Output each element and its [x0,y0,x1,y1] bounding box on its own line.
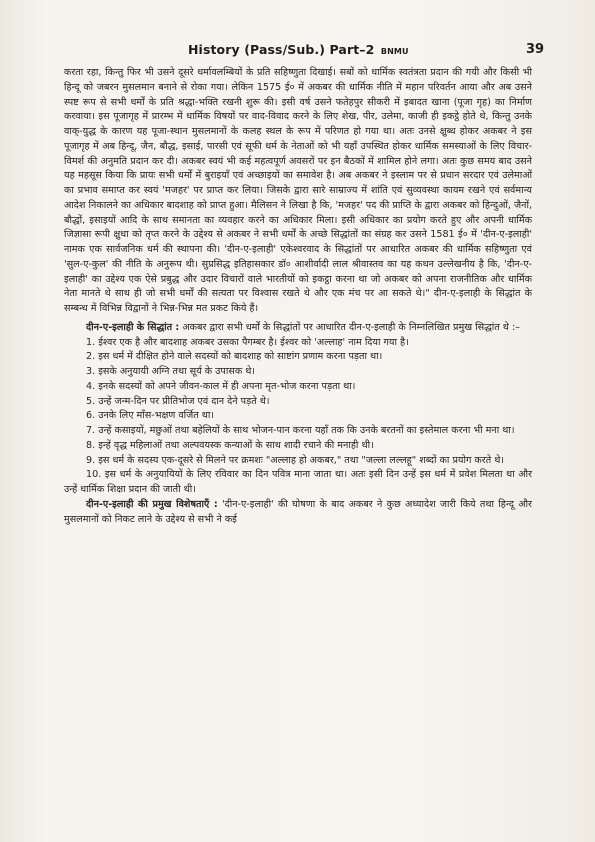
section-principles [64,321,532,336]
principle-item-4: 4. इनके सदस्यों को अपने जीवन-काल में ही अपना मृत-भोज करना पड़ता था। [86,380,356,392]
principle-item-6: 6. उनके लिए माँस-भक्षण वर्जित था। [86,410,215,422]
principle-item-7: 7. उन्हें कसाइयों, मछुओं तथा बहेलियों के साथ भोजन-पान करना यहाँ तक कि उनके बरतनों का इस्तेमाल करना भी मना था। [86,425,515,436]
paragraph-akbar-religious-policy: करता रहा, किन्तु फिर भी उसने दूसरे धर्मावलम्बियों के प्रति सहिष्णुता दिखाई। सबों को धार्मिक स्वतंत्रता प्रदान की गयी और किसी भी हिन्दू को जबरन मुसलमान बनाने से रोका गया। लेकिन 1575 ई० में अकबर की धार्मिक नीति में महान परिवर्तन आया और अब उसने स्पष्ट रूप से सभी धर्मों के प्रति श्रद्धा-भक्ति रखनी शुरू की। इसी वर्ष उसने फतेहपुर सीकरी में इबादत खाना (पूजा गृह) का निर्माण करवाया। इस पूजागृह में प्रारम्भ में धार्मिक विषयों पर वाद-विवाद करने के लिए शेख, पीर, उलेमा, काजी ही इकट्ठे होते थे, किन्तु उनके वाक्-युद्ध के कारण यह पूजा-स्थान मुसलमानों के कलह स्थल के रूप में परिणत हो गया था। अतः उनसे क्षुब्ध होकर अकबर ने इस पूजागृह में अब हिन्दू, जैन, बौद्ध, इसाई, पारसी एवं सूफी धर्म के नेताओं को भी यहाँ उपस्थित होकर धार्मिक समस्याओं के लिए विचार-विमर्श की अनुमति प्रदान कर दी। अकबर स्वयं भी कई महत्वपूर्ण अवसरों पर इन बैठकों में शामिल होने लगा। अतः कुछ समय बाद उसने यह महसूस किया कि प्रायः सभी धर्मों में बुराइयाँ एवं अच्छाइयों का समावेश है। अब अकबर ने इस्लाम पर से प्रधान सरदार एवं उलेमाओं का प्रभाव समाप्त कर स्वयं 'मजहर' पर प्राप्त कर लिया। जिसके द्वारा सारे साम्राज्य में शांति एवं सुव्यवस्था कायम रखने एवं सर्वमान्य आदेश निकालने का अधिकार बादशाह को प्राप्त हुआ। मैलिसन ने लिखा है कि, 'मजहर' पद की प्राप्ति के द्वारा अकबर को हिन्दुओं, जैनों, बौद्धों, इसाइयों आदि के साथ समानता का व्यवहार करने का अधिकार मिला। इसी अधिकार का प्रयोग करते हुए और अपनी धार्मिक जिज्ञासा रूपी क्षुधा को तृप्त करने के उद्देश्य से अकबर ने सभी धर्मों के अच्छे सिद्धांतों का संग्रह कर उसने 1581 ई० में 'दीन-ए-इलाही' नामक एक सार्वजनिक धर्म की स्थापना की। 'दीन-ए-इलाही' एकेश्वरवाद के सिद्धांतों पर आधारित अकबर की धार्मिक सहिष्णुता एवं 'सुल-ए-कुल' की नीति के अनुरूप थी। सुप्रसिद्ध इतिहासकार डॉ० आशीर्वादी लाल श्रीवास्तव का यह कथन उल्लेखनीय है कि, 'दीन-ए-इलाही' का उद्देश्य एक ऐसे प्रबुद्ध और उदार विचारों वाले भारतीयों को इकट्ठा करना था जो अकबर को अपना राजनीतिक और धार्मिक नेता मानते थे साथ ही जो सभी धर्मों की सत्यता पर विश्वास रखते थे और एक मंच पर आ सकते थे।" दीन-ए-इलाही के सिद्धांत के सम्बन्ध में विभिन्न विद्वानों ने भिन्न-भिन्न मत प्रकट किये हैं। [64,67,533,314]
principle-item-3: 3. इसके अनुयायी अग्नि तथा सूर्य के उपासक थे। [86,366,256,377]
section-principles-intro: अकबर द्वारा सभी धर्मों के सिद्धांतों पर आधारित दीन-ए-इलाही के निम्नलिखित प्रमुख सिद्धांत थे :– [182,321,520,333]
section-heading-principles: दीन-ए-इलाही के सिद्धांत : [86,321,180,333]
section-features [64,498,532,528]
section-features-text: 'दीन-ए-इलाही' की घोषणा के बाद अकबर ने कुछ अध्यादेश जारी किये तथा हिन्दू और मुसलमानों को निकट लाने के उद्देश्य से सभी ने कई [64,498,532,525]
principle-item-8: 8. इन्हें वृद्ध महिलाओं तथा अल्पवयस्क कन्याओं के साथ शादी रचाने की मनाही थी। [86,439,374,451]
page-number: 39 [526,42,545,57]
principle-item-5: 5. उन्हें जन्म-दिन पर प्रीतिभोज एवं दान देने पड़ते थे। [86,395,270,407]
page-header [0,42,595,62]
principle-item-2: 2. इस धर्म में दीक्षित होने वाले सदस्यों को बादशाह को साष्टांग प्रणाम करना पड़ता था। [86,351,383,363]
body-text [64,66,532,527]
principle-item-10: 10. इस धर्म के अनुयायियों के लिए रविवार का दिन पवित्र माना जाता था। अतः इसी दिन उन्हें इस धर्म में प्रवेश मिलता था और उन्हें धार्मिक शिक्षा प्रदान की जाती थी। [64,469,532,495]
book-title: History (Pass/Sub.) Part–2 [188,42,375,57]
principle-item-9: 9. इस धर्म के सदस्य एक-दूसरे से मिलने पर क्रमशः "अल्लाह हो अकबर," तथा "जल्ला लल्लहू" शब्दों का प्रयोग करते थे। [86,454,504,466]
running-head [188,42,409,57]
principle-item-1: 1. ईश्वर एक है और बादशाह अकबर उसका पैगम्बर है। ईश्वर को 'अल्लाह' नाम दिया गया है। [86,336,409,348]
section-heading-features: दीन-ए-इलाही की प्रमुख विशेषताएँ : [86,498,218,510]
publisher-label: BNMU [380,47,409,56]
